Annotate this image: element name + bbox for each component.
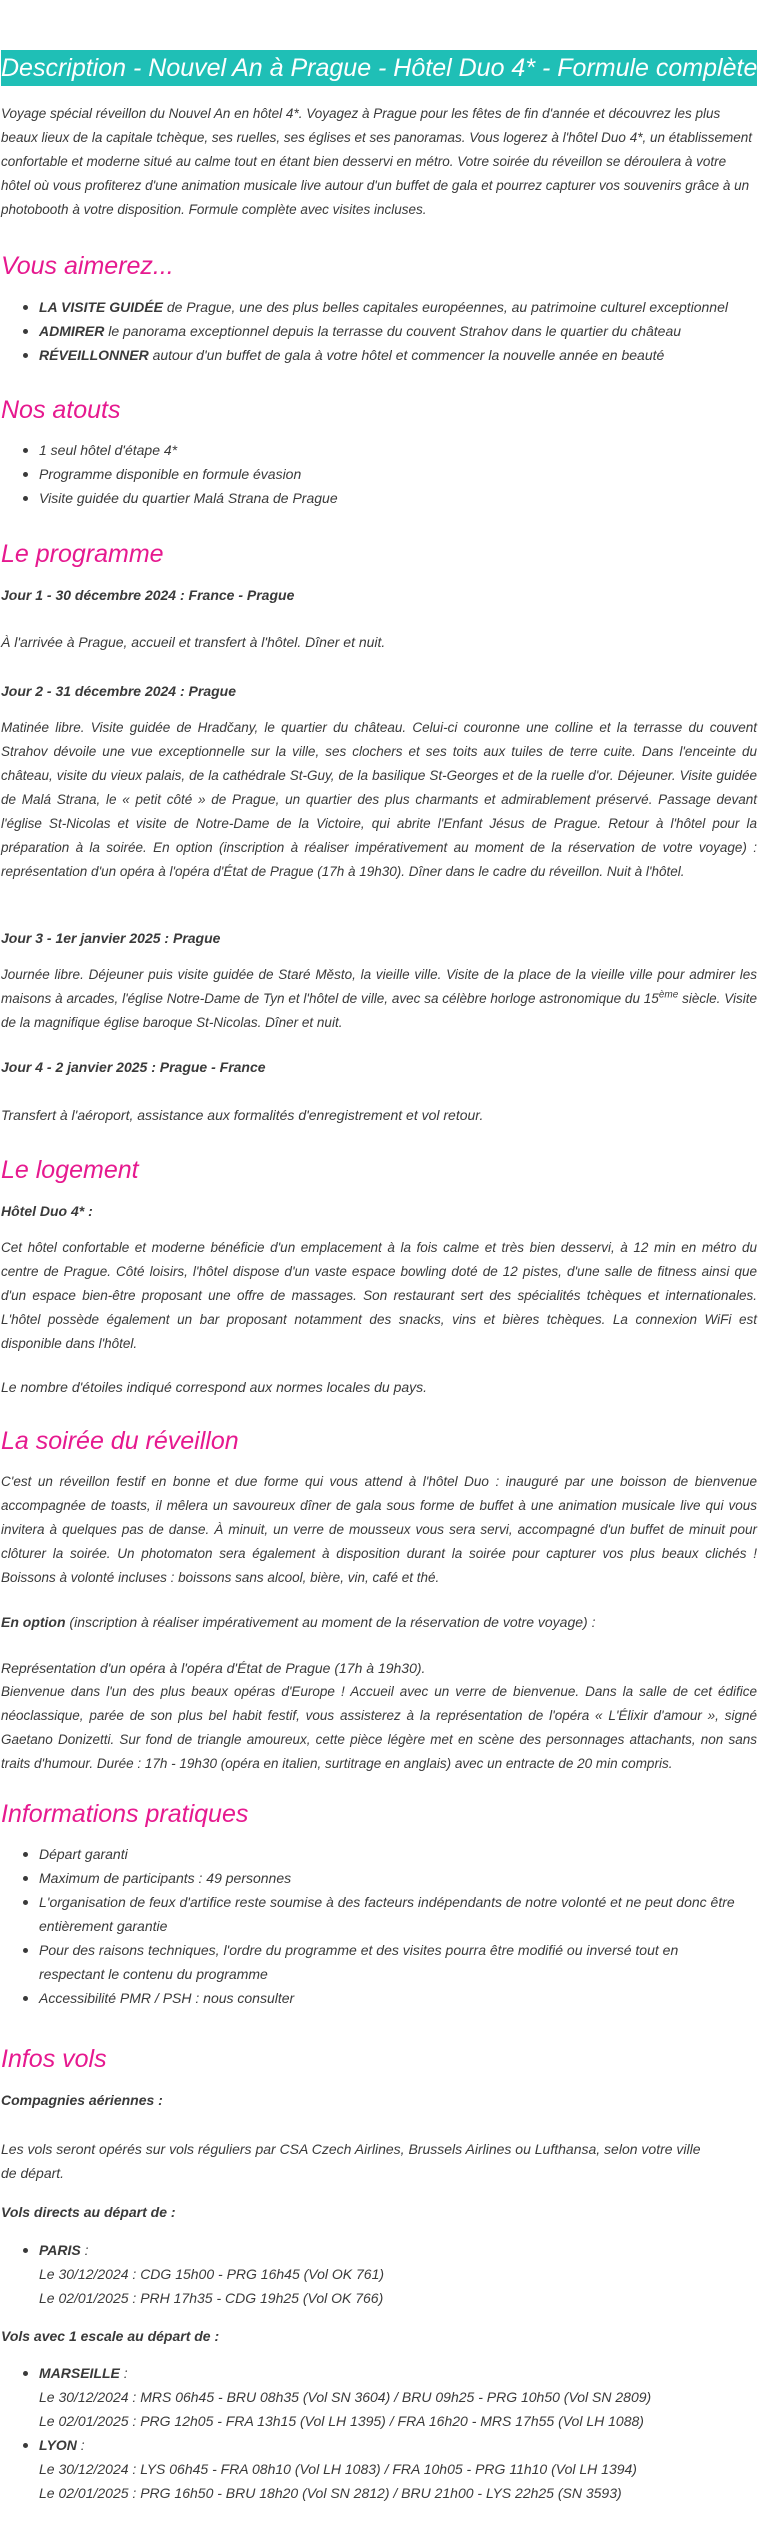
- day1-title: Jour 1 - 30 décembre 2024 : France - Prague: [1, 587, 295, 603]
- flight-line: Le 30/12/2024 : LYS 06h45 - FRA 08h10 (Vol LH 1083) / FRA 10h05 - PRG 11h10 (Vol LH 1394): [39, 2461, 637, 2477]
- list-item: 1 seul hôtel d'étape 4*: [39, 438, 758, 462]
- atouts-list: [1, 438, 758, 510]
- day3-title: Jour 3 - 1er janvier 2025 : Prague: [1, 930, 221, 946]
- day2-title: Jour 2 - 31 décembre 2024 : Prague: [1, 683, 236, 699]
- flight-line: Le 30/12/2024 : CDG 15h00 - PRG 16h45 (Vol OK 761): [39, 2266, 385, 2282]
- aimerez-heading: Vous aimerez...: [1, 252, 174, 280]
- soiree-text: C'est un réveillon festif en bonne et due forme qui vous attend à l'hôtel Duo : inauguré par une boisson de bienvenue accompagnée de toasts, il mêlera un savoureux dîner de gala sous forme de buffet à une animation musicale live qui vous invitera à quelques pas de danse. À minuit, un verre de mousseux vous sera servi, accompagné d'un buffet de minuit pour clôturer la soirée. Un photomaton sera également à disposition durant la soirée pour capturer vos plus beaux clichés ! Boissons à volonté incluses : boissons sans alcool, bière, vin, café et thé.: [1, 1474, 757, 1585]
- list-item: LA VISITE GUIDÉE de Prague, une des plus belles capitales européennes, au patrimoine culturel exceptionnel: [39, 295, 758, 319]
- direct-list: [1, 2238, 758, 2262]
- day4-text: Transfert à l'aéroport, assistance aux formalités d'enregistrement et vol retour.: [1, 1107, 484, 1123]
- list-item: LYON :: [39, 2433, 758, 2457]
- flight-line: Le 02/01/2025 : PRH 17h35 - CDG 19h25 (Vol OK 766): [39, 2290, 384, 2306]
- hotel-name: Hôtel Duo 4* :: [1, 1203, 93, 1219]
- direct-title: Vols directs au départ de :: [1, 2204, 176, 2220]
- atouts-heading: Nos atouts: [1, 396, 121, 424]
- companies-text: Les vols seront opérés sur vols réguliers par CSA Czech Airlines, Brussels Airlines ou Lufthansa, selon votre ville de départ.: [1, 2141, 701, 2181]
- page-title: Description - Nouvel An à Prague - Hôtel Duo 4* - Formule complète: [1, 50, 757, 86]
- list-item: L'organisation de feux d'artifice reste soumise à des facteurs indépendants de notre volonté et ne peut donc être entièrement garantie: [39, 1890, 739, 1938]
- list-item: Visite guidée du quartier Malá Strana de Prague: [39, 486, 758, 510]
- list-item: ADMIRER le panorama exceptionnel depuis la terrasse du couvent Strahov dans le quartier du château: [39, 319, 758, 343]
- soiree-heading: La soirée du réveillon: [1, 1427, 239, 1455]
- list-item: RÉVEILLONNER autour d'un buffet de gala à votre hôtel et commencer la nouvelle année en beauté: [39, 343, 758, 367]
- list-item: Programme disponible en formule évasion: [39, 462, 758, 486]
- list-item: MARSEILLE :: [39, 2361, 758, 2385]
- infos-heading: Informations pratiques: [1, 1800, 249, 1828]
- list-item: Maximum de participants : 49 personnes: [39, 1866, 739, 1890]
- logement-heading: Le logement: [1, 1156, 139, 1184]
- list-item: PARIS :: [39, 2238, 758, 2262]
- escale-title: Vols avec 1 escale au départ de :: [1, 2328, 220, 2344]
- opera-title: Représentation d'un opéra à l'opéra d'État de Prague (17h à 19h30).: [1, 1660, 426, 1676]
- day4-title: Jour 4 - 2 janvier 2025 : Prague - France: [1, 1059, 266, 1075]
- programme-heading: Le programme: [1, 540, 164, 568]
- list-item: Accessibilité PMR / PSH : nous consulter: [39, 1986, 739, 2010]
- flight-line: Le 30/12/2024 : MRS 06h45 - BRU 08h35 (Vol SN 3604) / BRU 09h25 - PRG 10h50 (Vol SN 2809): [39, 2389, 652, 2405]
- intro-text: Voyage spécial réveillon du Nouvel An en hôtel 4*. Voyagez à Prague pour les fêtes de fin d'année et découvrez les plus beaux lieux de la capitale tchèque, ses ruelles, ses églises et ses panoramas. Vous logerez à l'hôtel Duo 4*, un établissement confortable et moderne situé au calme tout en étant bien desservi en métro. Votre soirée du réveillon se déroulera à votre hôtel où vous profiterez d'une animation musicale live autour d'un buffet de gala et pourrez capturer vos souvenirs grâce à un photobooth à votre disposition. Formule complète avec visites incluses.: [1, 106, 753, 217]
- aimerez-list: [1, 295, 758, 367]
- infos-list: [1, 1842, 739, 2010]
- stars-note: Le nombre d'étoiles indiqué correspond aux normes locales du pays.: [1, 1379, 428, 1395]
- escale-list-2: [1, 2433, 758, 2457]
- vols-heading: Infos vols: [1, 2045, 107, 2073]
- opera-text: Bienvenue dans l'un des plus beaux opéras d'Europe ! Accueil avec un verre de bienvenue. Dans la salle de cet édifice néoclassique, parée de son plus bel habit festif, vous assisterez à la représentation de l'opéra « L'Élixir d'amour », signé Gaetano Donizetti. Sur fond de triangle amoureux, cette pièce légère met en scène des personnages attachants, non sans traits d'humour. Durée : 17h - 19h30 (opéra en italien, surtitrage en anglais) avec un entracte de 20 min compris.: [1, 1684, 757, 1771]
- escale-list: [1, 2361, 758, 2385]
- companies-title: Compagnies aériennes :: [1, 2092, 163, 2108]
- flight-line: Le 02/01/2025 : PRG 12h05 - FRA 13h15 (Vol LH 1395) / FRA 16h20 - MRS 17h55 (Vol LH 1088): [39, 2413, 644, 2429]
- day1-text: À l'arrivée à Prague, accueil et transfert à l'hôtel. Dîner et nuit.: [1, 634, 386, 650]
- flight-line: Le 02/01/2025 : PRG 16h50 - BRU 18h20 (Vol SN 2812) / BRU 21h00 - LYS 22h25 (SN 3593): [39, 2485, 622, 2501]
- option-line: En option (inscription à réaliser impérativement au moment de la réservation de votre voyage) :: [1, 1614, 596, 1630]
- list-item: Pour des raisons techniques, l'ordre du programme et des visites pourra être modifié ou inversé tout en respectant le contenu du programme: [39, 1938, 739, 1986]
- day3-text: Journée libre. Déjeuner puis visite guidée de Staré Město, la vieille ville. Visite de la place de la vieille ville pour admirer les maisons à arcades, l'église Notre-Dame de Tyn et l'hôtel de ville, avec sa célèbre horloge astronomique du 15ème siècle. Visite de la magnifique église baroque St-Nicolas. Dîner et nuit.: [1, 967, 757, 1030]
- hotel-text: Cet hôtel confortable et moderne bénéficie d'un emplacement à la fois calme et très bien desservi, à 12 min en métro du centre de Prague. Côté loisirs, l'hôtel dispose d'un vaste espace bowling doté de 12 pistes, d'une salle de fitness ainsi que d'un espace bien-être proposant une offre de massages. Son restaurant sert des spécialités tchèques et internationales. L'hôtel possède également un bar proposant notamment des snacks, vins et bières tchèques. La connexion WiFi est disponible dans l'hôtel.: [1, 1240, 757, 1351]
- day2-text: Matinée libre. Visite guidée de Hradčany, le quartier du château. Celui-ci couronne une colline et la terrasse du couvent Strahov dévoile une vue exceptionnelle sur la ville, ses clochers et ses toits aux tuiles de terre cuite. Dans l'enceinte du château, visite du vieux palais, de la cathédrale St-Guy, de la basilique St-Georges et de la ruelle d'or. Déjeuner. Visite guidée de Malá Strana, le « petit côté » de Prague, un quartier des plus charmants et admirablement préservé. Passage devant l'église St-Nicolas et visite de Notre-Dame de la Victoire, qui abrite l'Enfant Jésus de Prague. Retour à l'hôtel pour la préparation à la soirée. En option (inscription à réaliser impérativement au moment de la réservation de votre voyage) : représentation d'un opéra à l'opéra d'État de Prague (17h à 19h30). Dîner dans le cadre du réveillon. Nuit à l'hôtel.: [1, 720, 757, 879]
- list-item: Départ garanti: [39, 1842, 739, 1866]
